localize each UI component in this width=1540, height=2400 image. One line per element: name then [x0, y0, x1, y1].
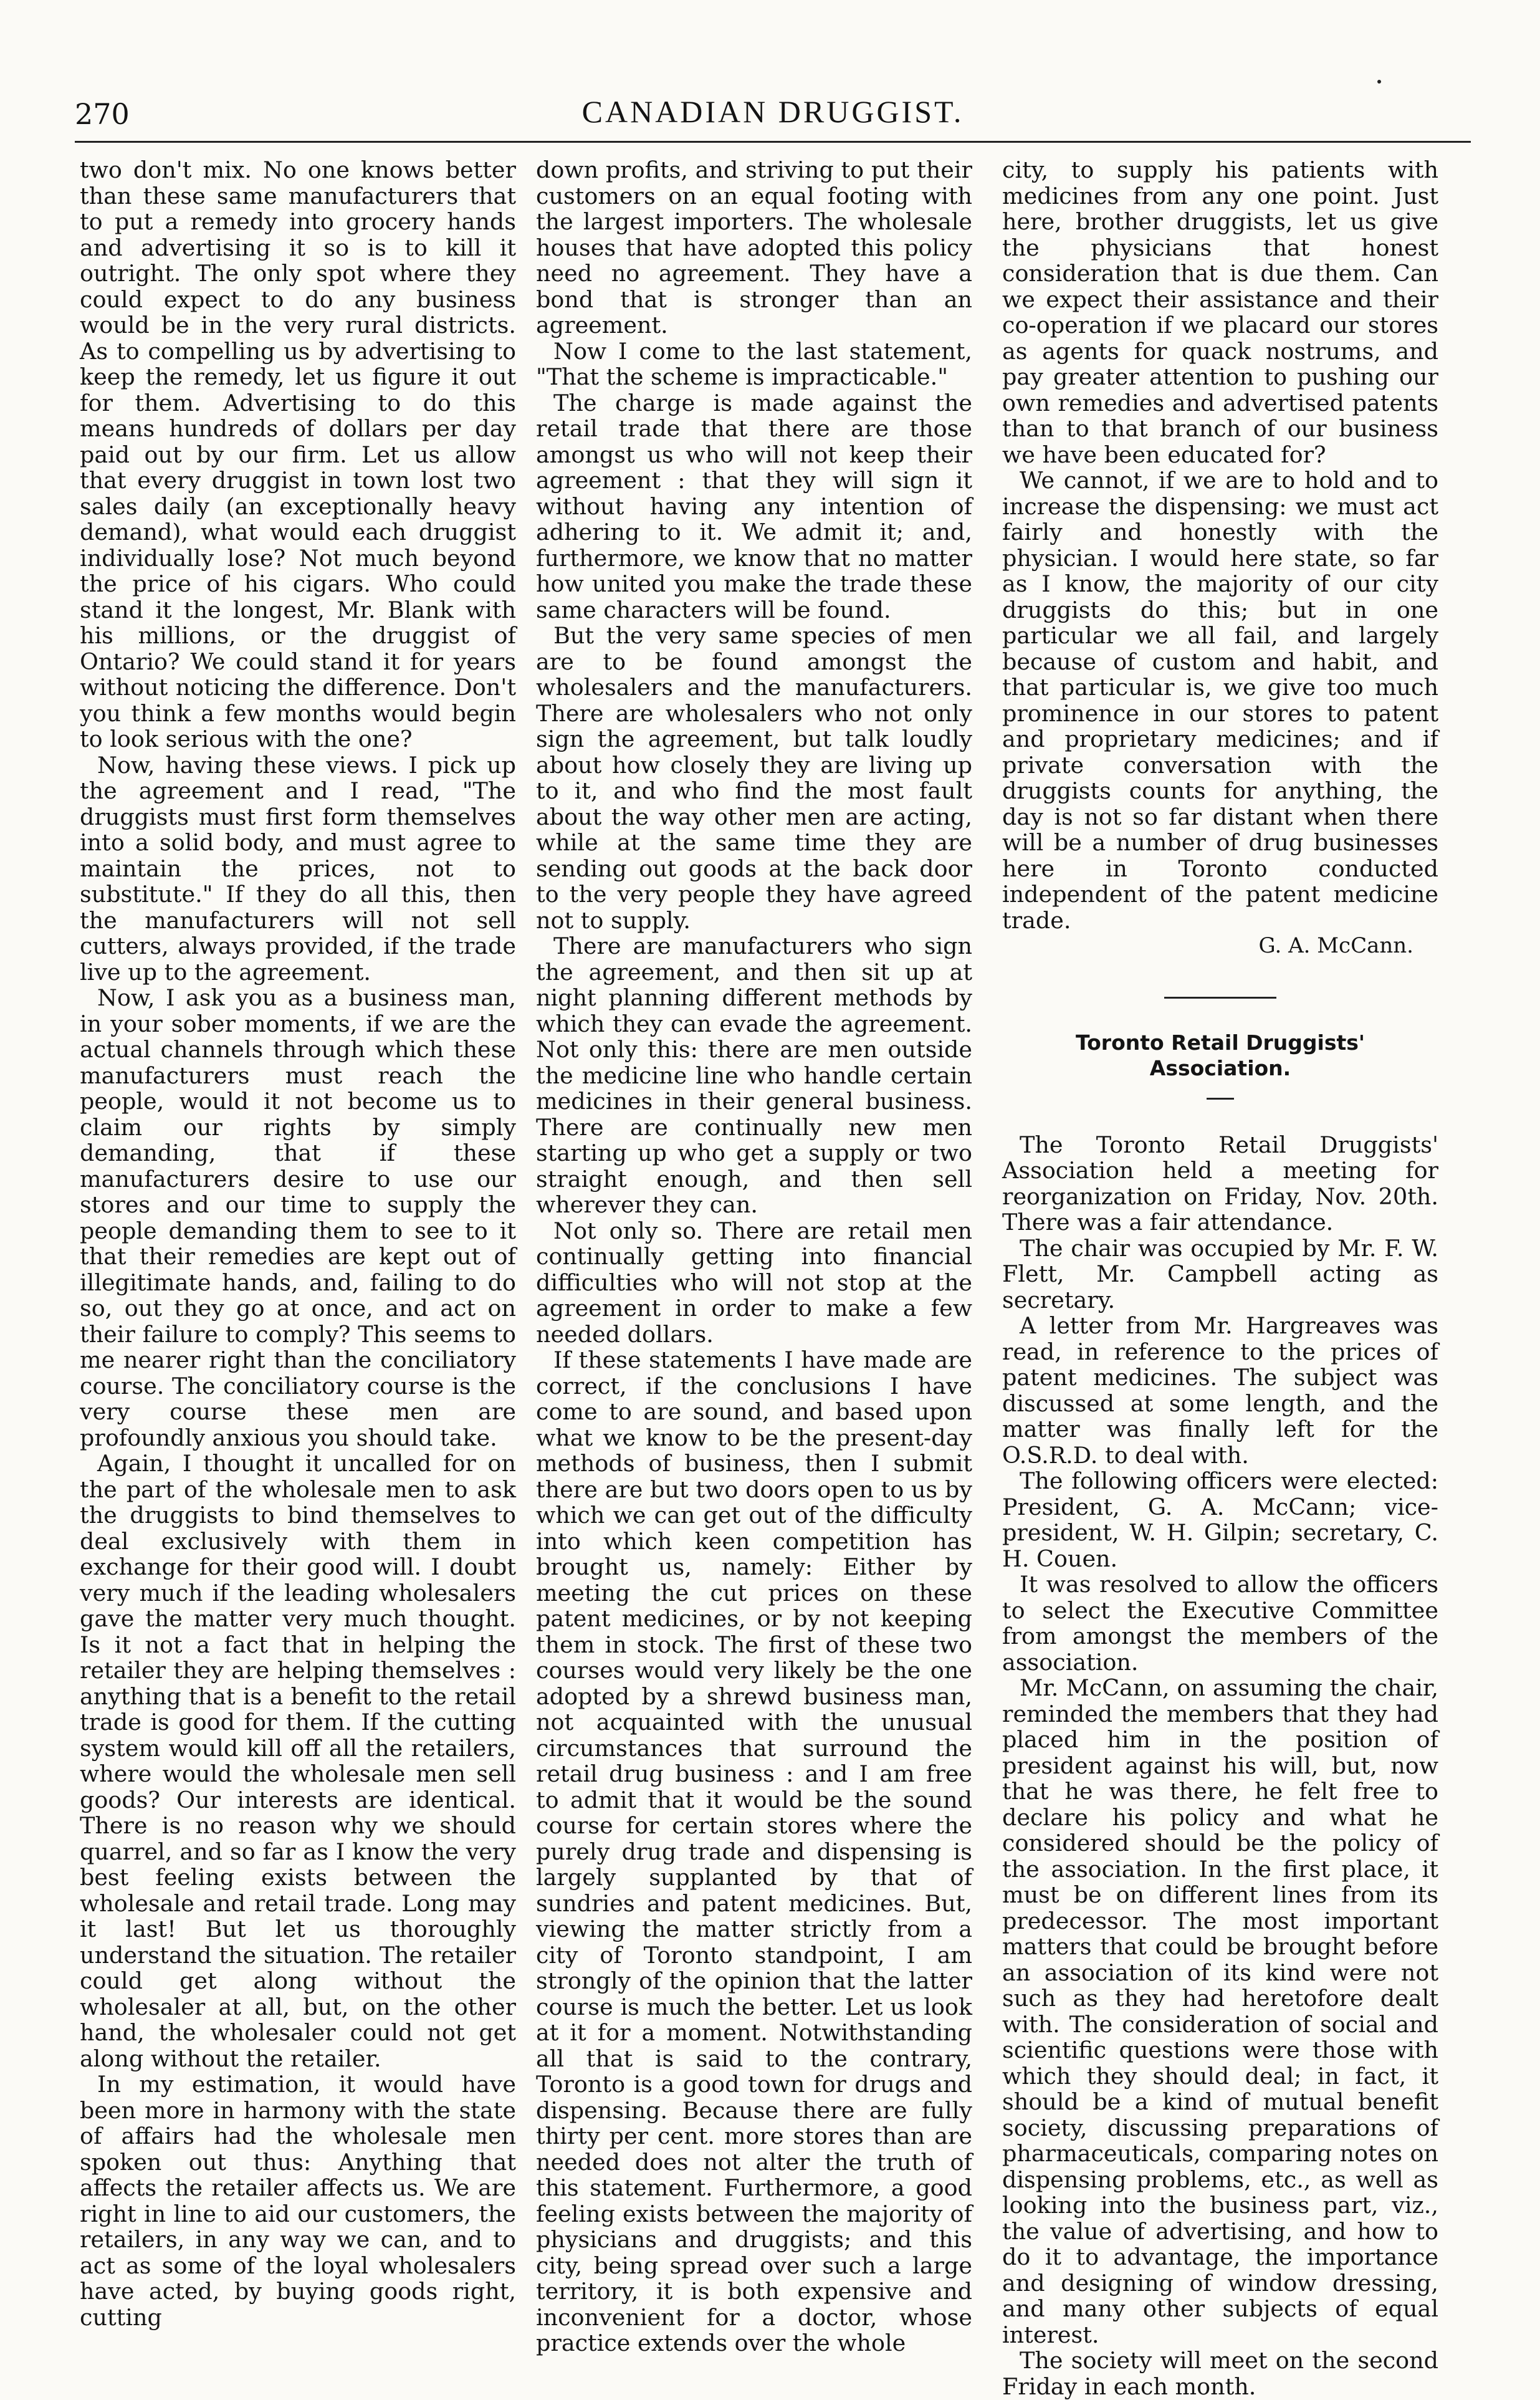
- paragraph: A letter from Mr. Hargreaves was read, in reference to the prices of patent medicines. The subject was discussed at some length, and the matter was finally left for the O.S.R.D. to deal with.: [1002, 1312, 1438, 1469]
- paragraph: Now I come to the last statement, "That the scheme is impracticable.": [536, 337, 972, 390]
- paragraph: down profits, and striving to put their customers on an equal footing with the largest importers. The wholesale houses that have adopted this policy need no agreement. They have a bond that is stronger than an agreement.: [536, 156, 972, 338]
- paragraph: Now, having these views. I pick up the agreement and I read, "The druggists must first form themselves into a solid body, and must agree to maintain the prices, not to substitute." If they do all this, then the manufacturers will not sell cutters, always provided, if the trade live up to the agreement.: [80, 751, 516, 986]
- paragraph: The society will meet on the second Friday in each month.: [1002, 2347, 1438, 2400]
- journal-title: CANADIAN DRUGGIST.: [581, 94, 964, 129]
- column-3: [1002, 156, 1438, 2400]
- page-header: [75, 94, 1471, 137]
- paragraph: Now, I ask you as a business man, in your sober moments, if we are the actual channels through which these manufacturers must reach the people, would it not become us to claim our rights by simply demanding, that if these manufacturers desire to use our stores and our time to supply the people demanding them to see to it that their remedies are kept out of illegitimate hands, and, failing to do so, out they go at once, and act on their failure to comply? This seems to me nearer right than the conciliatory course. The conciliatory course is the very course these men are profoundly anxious you should take.: [80, 984, 516, 1451]
- heading-rule: [1207, 1098, 1234, 1100]
- paragraph: The chair was occupied by Mr. F. W. Flett, Mr. Campbell acting as secretary.: [1002, 1234, 1438, 1313]
- print-speck: [1377, 80, 1381, 84]
- header-rule: [75, 141, 1471, 143]
- paragraph: Mr. McCann, on assuming the chair, reminded the members that they had placed him in the position of president against his will, but, now that he was there, he felt free to declare his policy and what he considered should be the policy of the association. In the first place, it must be on different lines from its predecessor. The most important matters that could be brought before an association of its kind were not such as they had heretofore dealt with. The consideration of social and scientific questions were those with which they should deal; in fact, it should be a kind of mutual benefit society, discussing preparations of pharmaceuticals, comparing notes on dispensing problems, etc., as well as looking into the business part, viz., the value of advertising, and how to do it to advantage, the importance and designing of window dressing, and many other subjects of equal interest.: [1002, 1674, 1438, 2348]
- paragraph: Not only so. There are retail men continually getting into financial difficulties who will not stop at the agreement in order to make a few needed dollars.: [536, 1217, 972, 1348]
- paragraph: There are manufacturers who sign the agreement, and then sit up at night planning different methods by which they can evade the agreement. Not only this: there are men outside the medicine line who handle certain medicines in their general business. There are continually new men starting up who get a supply or two straight enough, and then sell wherever they can.: [536, 933, 972, 1218]
- paragraph: The charge is made against the retail trade that there are those amongst us who will not keep their agreement : that they will sign it without having any intention of adhering to it. We admit it; and, furthermore, we know that no matter how united you make the trade these same characters will be found.: [536, 389, 972, 623]
- paragraph: The Toronto Retail Druggists' Association held a meeting for reorganization on Friday, Nov. 20th. There was a fair attendance.: [1002, 1131, 1438, 1236]
- paragraph: But the very same species of men are to be found amongst the wholesalers and the manufacturers. There are wholesalers who not only sign the agreement, but talk loudly about how closely they are living up to it, and who find the most fault about the way other men are acting, while at the same time they are sending out goods at the back door to the very people they have agreed not to supply.: [536, 622, 972, 934]
- paragraph: Again, I thought it uncalled for on the part of the wholesale men to ask the druggists to bind themselves to deal exclusively with them in exchange for their good will. I doubt very much if the leading wholesalers gave the matter very much thought. Is it not a fact that in helping the retailer they are helping themselves : anything that is a benefit to the retail trade is good for them. If the cutting system would kill off all the retailers, where would the wholesale men sell goods? Our interests are identical. There is no reason why we should quarrel, and so far as I know the very best feeling exists between the wholesale and retail trade. Long may it last! But let us thoroughly understand the situation. The retailer could get along without the wholesaler at all, but, on the other hand, the wholesaler could not get along without the retailer.: [80, 1450, 516, 2072]
- author-signature: G. A. McCann.: [1258, 933, 1413, 958]
- paragraph: city, to supply his patients with medicines from any one point. Just here, brother druggists, let us give the physicians that honest consideration that is due them. Can we expect their assistance and their co-operation if we placard our stores as agents for quack nostrums, and pay greater attention to pushing our own remedies and advertised patents than to that branch of our business we have been educated for?: [1002, 156, 1438, 468]
- paragraph: If these statements I have made are correct, if the conclusions I have come to are sound, and based upon what we know to be the present-day methods of business, then I submit there are but two doors open to us by which we can get out of the difficulty into which keen competition has brought us, namely: Either by meeting the cut prices on these patent medicines, or by not keeping them in stock. The first of these two courses would very likely be the one adopted by a shrewd business man, not acquainted with the unusual circumstances that surround the retail drug business : and I am free to admit that it would be the sound course for certain stores where the purely drug trade and dispensing is largely supplanted by that of sundries and patent medicines. But, viewing the matter strictly from a city of Toronto standpoint, I am strongly of the opinion that the latter course is much the better. Let us look at it for a moment. Notwithstanding all that is said to the contrary, Toronto is a good town for drugs and dispensing. Because there are fully thirty per cent. more stores than are needed does not alter the truth of this statement. Furthermore, a good feeling exists between the majority of physicians and druggists; and this city, being spread over such a large territory, it is both expensive and inconvenient for a doctor, whose practice extends over the whole: [536, 1346, 972, 2356]
- paragraph: two don't mix. No one knows better than these same manufacturers that to put a remedy into grocery hands and advertising it so is to kill it outright. The only spot where they could expect to do any business would be in the very rural districts. As to compelling us by advertising to keep the remedy, let us figure it out for them. Advertising to do this means hundreds of dollars per day paid out by our firm. Let us allow that every druggist in town lost two sales daily (an exceptionally heavy demand), what would each druggist individually lose? Not much beyond the price of his cigars. Who could stand it the longest, Mr. Blank with his millions, or the druggist of Ontario? We could stand it for years without noticing the difference. Don't you think a few months would begin to look serious with the one?: [80, 156, 516, 752]
- section-divider: [1164, 997, 1276, 999]
- column-2: [536, 156, 972, 2356]
- page-number: 270: [75, 97, 130, 131]
- column-1: [80, 156, 516, 2331]
- paragraph: The following officers were elected: President, G. A. McCann; vice-president, W. H. Gilpin; secretary, C. H. Couen.: [1002, 1467, 1438, 1572]
- section-heading: Toronto Retail Druggists' Association.: [1076, 1030, 1365, 1080]
- paragraph: We cannot, if we are to hold and to increase the dispensing: we must act fairly and honestly with the physician. I would here state, so far as I know, the majority of our city druggists do this; but in one particular we all fail, and largely because of custom and habit, and that particular is, we give too much prominence in our stores to patent and proprietary medicines; and if private conversation with the druggists counts for anything, the day is not so far distant when there will be a number of drug businesses here in Toronto conducted independent of the patent medicine trade.: [1002, 467, 1438, 934]
- paragraph: It was resolved to allow the officers to select the Executive Committee from amongst the members of the association.: [1002, 1571, 1438, 1676]
- paragraph: In my estimation, it would have been more in harmony with the state of affairs had the wholesale men spoken out thus: Anything that affects the retailer affects us. We are right in line to aid our customers, the retailers, in any way we can, and to act as some of the loyal wholesalers have acted, by buying goods right, cutting: [80, 2071, 516, 2331]
